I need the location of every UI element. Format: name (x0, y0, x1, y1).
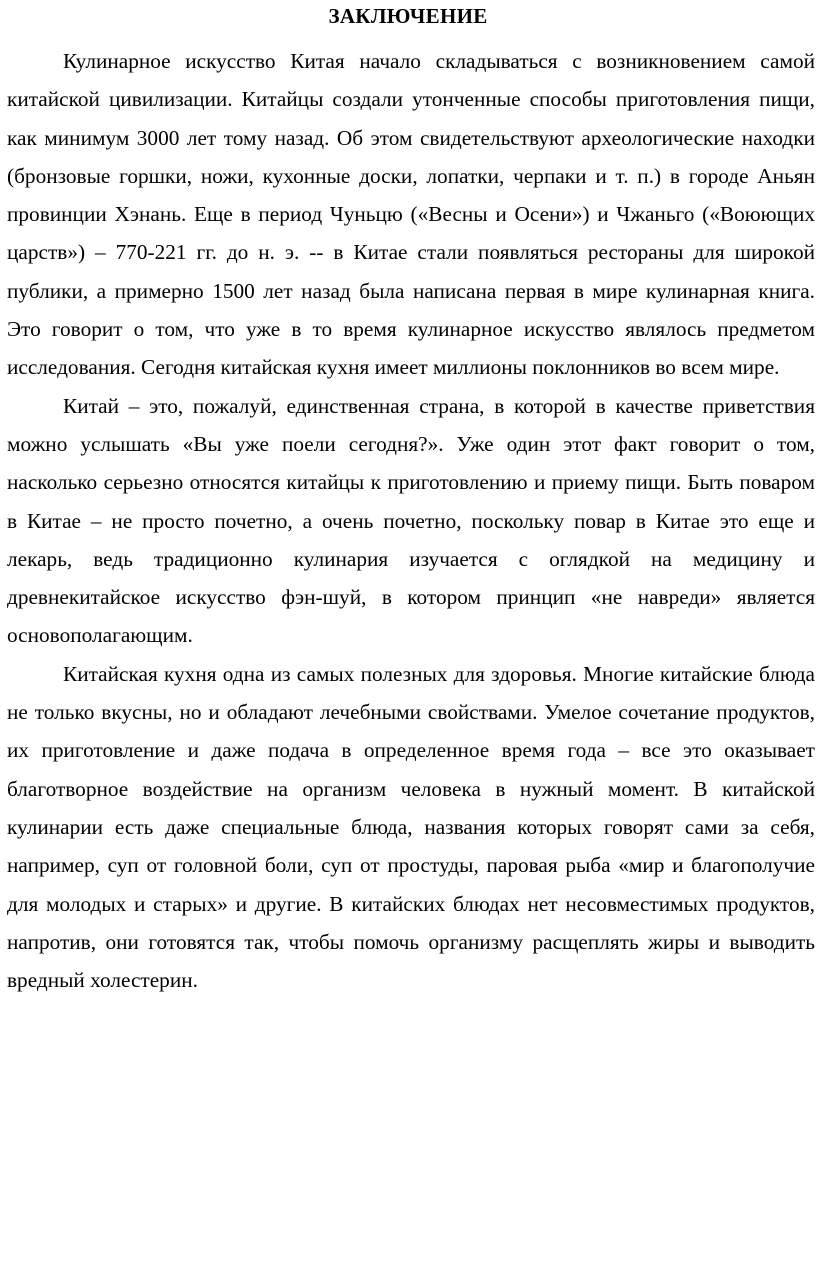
document-body (7, 42, 815, 999)
paragraph-health: Китайская кухня одна из самых полезных для здоровья. Многие китайские блюда не только вкусны, но и обладают лечебными свойствами. Умелое сочетание продуктов, их приготовление и даже подача в определенное время года – все это оказывает благотворное воздействие на организм человека в нужный момент. В китайской кулинарии есть даже специальные блюда, названия которых говорят сами за себя, например, суп от головной боли, суп от простуды, паровая рыба «мир и благополучие для молодых и старых» и другие. В китайских блюдах нет несовместимых продуктов, напротив, они готовятся так, чтобы помочь организму расщеплять жиры и выводить вредный холестерин. (7, 661, 815, 993)
paragraph-greeting: Китай – это, пожалуй, единственная страна, в которой в качестве приветствия можно услышать «Вы уже поели сегодня?». Уже один этот факт говорит о том, насколько серьезно относятся китайцы к приготовлению и приему пищи. Быть поваром в Китае – не просто почетно, а очень почетно, поскольку повар в Китае это еще и лекарь, ведь традиционно кулинария изучается с оглядкой на медицину и древнекитайское искусство фэн-шуй, в котором принцип «не навреди» является основополагающим. (7, 393, 815, 648)
page-title: ЗАКЛЮЧЕНИЕ (328, 4, 488, 28)
paragraph-history: Кулинарное искусство Китая начало складываться с возникновением самой китайской цивилизации. Китайцы создали утонченные способы приготовления пищи, как минимум 3000 лет тому назад. Об этом свидетельствуют археологические находки (бронзовые горшки, ножи, кухонные доски, лопатки, черпаки и т. п.) в городе Аньян провинции Хэнань. Еще в период Чуньцю («Весны и Осени») и Чжаньго («Воюющих царств») – 770-221 гг. до н. э. -- в Китае стали появляться рестораны для широкой публики, а примерно 1500 лет назад была написана первая в мире кулинарная книга. Это говорит о том, что уже в то время кулинарное искусство являлось предметом исследования. Сегодня китайская кухня имеет миллионы поклонников во всем мире. (7, 49, 815, 380)
